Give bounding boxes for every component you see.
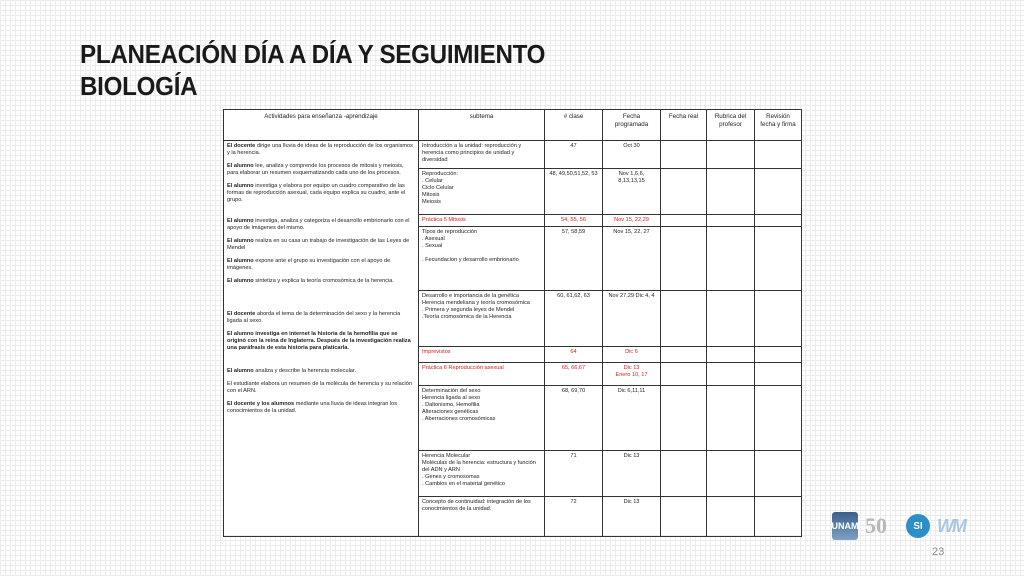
subtema-cell: Determinación del sexo Herencia ligada al sexo . Daltonismo, Hemofilia Alteraciones genéticas . Aberraciones cromosómicas bbox=[419, 386, 545, 451]
activity-block bbox=[227, 311, 415, 352]
subtema-cell: Introducción a la unidad: reproducción y herencia como principios de unidad y diversidad bbox=[419, 141, 545, 169]
clase-cell: 54, 55, 56 bbox=[545, 215, 603, 227]
rubrica-cell bbox=[707, 497, 755, 537]
revision-cell bbox=[755, 363, 802, 386]
fecha-cell: Dic 13 bbox=[603, 451, 661, 497]
clase-cell: 65, 66,67 bbox=[545, 363, 603, 386]
subtema-cell: Reproducción: . Celular Ciclo Celular Mitosis Meiosis bbox=[419, 169, 545, 215]
fecha-cell: Dic 6,11,11 bbox=[603, 386, 661, 451]
revision-cell bbox=[755, 451, 802, 497]
fecha-real-cell bbox=[661, 363, 707, 386]
header-rubrica: Rubrica del profesor bbox=[707, 110, 755, 141]
revision-cell bbox=[755, 215, 802, 227]
clase-cell: 57, 58,59 bbox=[545, 227, 603, 291]
table-row bbox=[224, 141, 802, 169]
rubrica-cell bbox=[707, 169, 755, 215]
fecha-real-cell bbox=[661, 169, 707, 215]
activity-block bbox=[227, 218, 415, 285]
fecha-cell: Oct 30 bbox=[603, 141, 661, 169]
subtema-cell: Práctica 6 Reproducción asexual bbox=[419, 363, 545, 386]
revision-cell bbox=[755, 386, 802, 451]
fecha-cell: Nov 1,6,6, 8,13,13,15 bbox=[603, 169, 661, 215]
planning-table bbox=[223, 109, 802, 537]
clase-cell: 71 bbox=[545, 451, 603, 497]
header-subtema: subtema bbox=[419, 110, 545, 141]
page-number: 23 bbox=[932, 546, 945, 558]
fecha-cell: Nov 27,29 Dic 4, 4 bbox=[603, 291, 661, 347]
header-revision: Revisión fecha y firma bbox=[755, 110, 802, 141]
activity-paragraph: El docente y los alumnos mediante una lluvia de ideas integran los conocimientos de la unidad. bbox=[227, 401, 398, 414]
revision-cell bbox=[755, 291, 802, 347]
rubrica-cell bbox=[707, 215, 755, 227]
table-header-row bbox=[224, 110, 802, 141]
subtema-cell: Práctica 5 Mitosis bbox=[419, 215, 545, 227]
rubrica-cell bbox=[707, 386, 755, 451]
fecha-cell: Nov 15, 22,29 bbox=[603, 215, 661, 227]
revision-cell bbox=[755, 227, 802, 291]
fecha-cell: Nov 15, 22, 27 bbox=[603, 227, 661, 291]
footer-logos bbox=[832, 508, 977, 544]
subtema-cell: Herencia Molecular Moléculas de la herencia: estructura y función del ADN y ARN . Genes y cromosomas . Cambios en el material genético bbox=[419, 451, 545, 497]
fecha-real-cell bbox=[661, 291, 707, 347]
activity-paragraph: El estudiante elabora un resumen de la molécula de herencia y su relación con el ARN. bbox=[227, 381, 413, 394]
activity-paragraph: El alumno investiga y elabora por equipo un cuadro comparativo de las formas de reproducción asexual, cada equipo explica su cuadro, ante el grupo. bbox=[227, 183, 406, 203]
activity-block bbox=[227, 143, 415, 204]
header-clase: # clase bbox=[545, 110, 603, 141]
rubrica-cell bbox=[707, 141, 755, 169]
fecha-real-cell bbox=[661, 386, 707, 451]
activities-text bbox=[227, 143, 415, 415]
revision-cell bbox=[755, 497, 802, 537]
rubrica-cell bbox=[707, 347, 755, 363]
fecha-real-cell bbox=[661, 347, 707, 363]
activity-paragraph: El alumno investiga en internet la historia de la hemofilia que se originó con la reina de Inglaterra. Después de la investigación realiza una paráfrasis de esta historia para platicarla. bbox=[227, 331, 411, 351]
rubrica-cell bbox=[707, 227, 755, 291]
header-actividades: Actividades para enseñanza -aprendizaje bbox=[224, 110, 419, 141]
activity-paragraph: El alumno sintetiza y explica la teoría cromosómica de la herencia. bbox=[227, 278, 394, 284]
fifty-anniversary-logo-icon: 50 bbox=[865, 513, 887, 538]
activity-paragraph: El alumno realiza en su casa un trabajo de investigación de las Leyes de Mendel bbox=[227, 238, 410, 251]
activities-cell bbox=[224, 141, 419, 537]
fecha-cell: Dic 13 Enero 10, 17 bbox=[603, 363, 661, 386]
fecha-cell: Dic 13 bbox=[603, 497, 661, 537]
subtema-cell: Desarrollo e importancia de la genética Herencia mendeliana y teoría cromosómica . Primera y segunda leyes de Mendel .Teoría cromosómica de la Herencia bbox=[419, 291, 545, 347]
fecha-real-cell bbox=[661, 215, 707, 227]
clase-cell: 64 bbox=[545, 347, 603, 363]
planning-table-container bbox=[223, 109, 801, 535]
header-fecha-real: Fecha real bbox=[661, 110, 707, 141]
clase-cell: 72 bbox=[545, 497, 603, 537]
si-logo-icon: SI bbox=[906, 514, 930, 538]
activity-paragraph: El alumno expone ante el grupo su investigación con el apoyo de imágenes. bbox=[227, 258, 391, 271]
subtema-cell: Tipos de reproducción . Asexual . Sexual . Fecundacion y desarrollo embrionario bbox=[419, 227, 545, 291]
activity-paragraph: El alumno lee, analiza y comprende los procesos de mitosis y meiosis, para elaborar un resumen esquematizando cada uno de los procesos. bbox=[227, 163, 404, 176]
activity-block bbox=[227, 368, 415, 415]
clase-cell: 47 bbox=[545, 141, 603, 169]
subtema-cell: Imprevistos bbox=[419, 347, 545, 363]
activity-paragraph: El alumno analiza y describe la herencia molecular. bbox=[227, 368, 357, 374]
fecha-real-cell bbox=[661, 227, 707, 291]
fecha-real-cell bbox=[661, 141, 707, 169]
fecha-real-cell bbox=[661, 451, 707, 497]
subtema-cell: Concepto de continuidad: integración de los conocimientos de la unidad. bbox=[419, 497, 545, 537]
rubrica-cell bbox=[707, 291, 755, 347]
unam-logo-icon: UNAM bbox=[832, 512, 858, 540]
activity-paragraph: El docente aborda el tema de la determinación del sexo y la herencia ligada al sexo. bbox=[227, 311, 401, 324]
activity-paragraph: El alumno investiga, analiza y categoriza el desarrollo embrionario con el apoyo de imágenes del mismo. bbox=[227, 218, 410, 231]
revision-cell bbox=[755, 141, 802, 169]
revision-cell bbox=[755, 169, 802, 215]
clase-cell: 68, 69,70 bbox=[545, 386, 603, 451]
clase-cell: 60, 61,62, 63 bbox=[545, 291, 603, 347]
slide-title: PLANEACIÓN DÍA A DÍA Y SEGUIMIENTO BIOLOGÍA bbox=[80, 39, 546, 101]
rubrica-cell bbox=[707, 363, 755, 386]
header-fecha-programada: Fecha programada bbox=[603, 110, 661, 141]
revision-cell bbox=[755, 347, 802, 363]
activity-paragraph: El docente dirige una lluvia de ideas de la reproducción de los organismos y la herencia. bbox=[227, 143, 413, 156]
rubrica-cell bbox=[707, 451, 755, 497]
clase-cell: 48, 49,50,51,52, 53 bbox=[545, 169, 603, 215]
wm-logo-icon: WM bbox=[937, 516, 965, 536]
fecha-cell: Dic 6 bbox=[603, 347, 661, 363]
fecha-real-cell bbox=[661, 497, 707, 537]
